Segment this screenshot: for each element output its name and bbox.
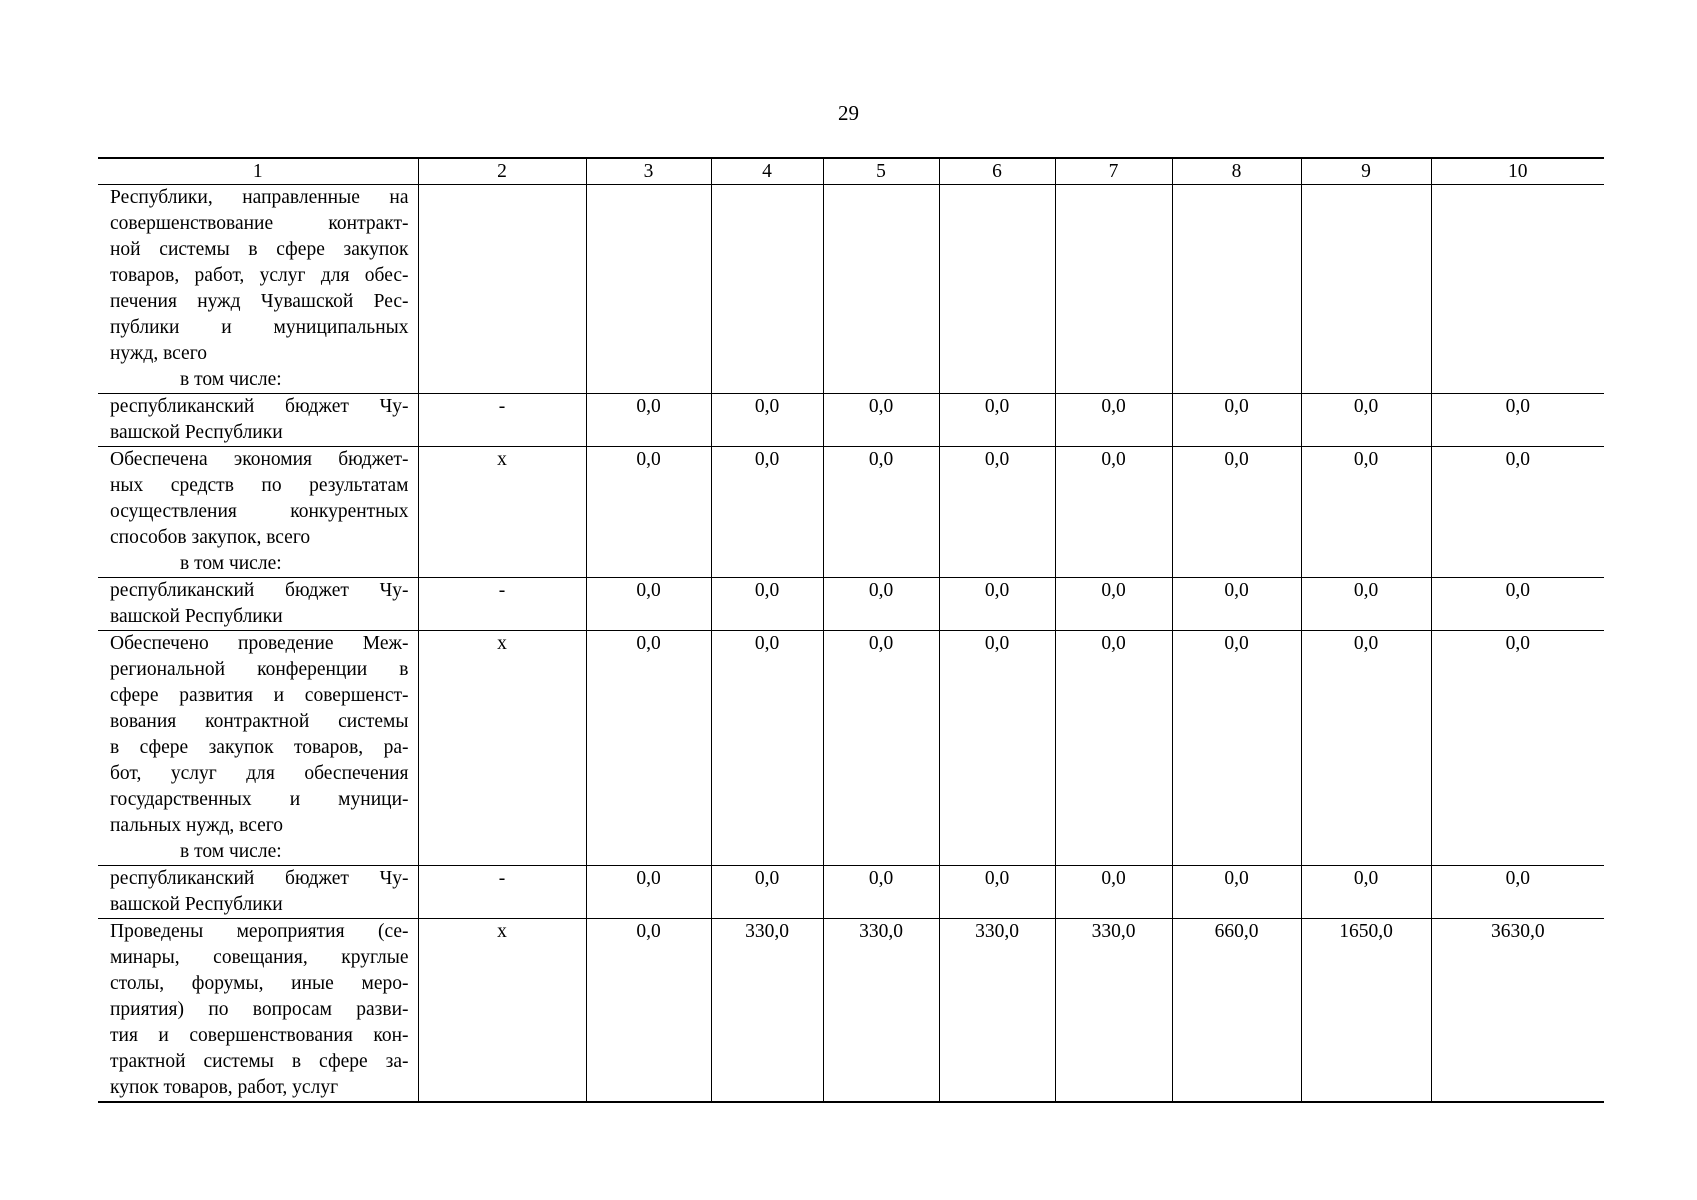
value-cell-col-6: 0,0 (939, 866, 1055, 919)
row-label-line: вашской Республики (110, 422, 283, 443)
row-sublabel: в том числе: (180, 841, 282, 862)
row-label-line: ных средств по результатам (110, 475, 409, 496)
column-number-9: 9 (1301, 158, 1431, 185)
row-label-line: вования контрактной системы (110, 711, 409, 732)
value-cell-col-10: 0,0 (1431, 578, 1604, 631)
value-cell-col-10: 0,0 (1431, 394, 1604, 447)
row-label-line: совершенствование контракт- (110, 213, 409, 234)
value-cell-col-5: 0,0 (823, 866, 939, 919)
row-label-line: Республики, направленные на (110, 187, 409, 208)
value-cell-col-3: 0,0 (586, 394, 711, 447)
value-cell-col-3: 0,0 (586, 866, 711, 919)
value-cell-col-5: 330,0 (823, 919, 939, 1103)
row-label-line: публики и муниципальных (110, 317, 409, 338)
value-cell-col-2: - (418, 394, 586, 447)
value-cell-col-7: 330,0 (1055, 919, 1172, 1103)
row-label-line: столы, форумы, иные меро- (110, 973, 409, 994)
table-row (98, 185, 1604, 394)
value-cell-col-10: 3630,0 (1431, 919, 1604, 1103)
value-cell-col-7: 0,0 (1055, 866, 1172, 919)
value-cell-col-8: 0,0 (1172, 394, 1301, 447)
row-label-line: сфере развития и совершенст- (110, 685, 409, 706)
value-cell-col-7 (1055, 185, 1172, 394)
value-cell-col-3: 0,0 (586, 578, 711, 631)
row-label-line: приятия) по вопросам разви- (110, 999, 409, 1020)
value-cell-col-9: 1650,0 (1301, 919, 1431, 1103)
row-label-line: государственных и муници- (110, 789, 409, 810)
value-cell-col-2: x (418, 631, 586, 866)
row-label-line: способов закупок, всего (110, 527, 311, 548)
value-cell-col-4: 0,0 (711, 631, 823, 866)
value-cell-col-5: 0,0 (823, 631, 939, 866)
value-cell-col-3: 0,0 (586, 631, 711, 866)
row-label-line: региональной конференции в (110, 659, 409, 680)
data-table (98, 157, 1604, 1103)
row-label-line: Обеспечено проведение Меж- (110, 633, 409, 654)
value-cell-col-2 (418, 185, 586, 394)
value-cell-col-10: 0,0 (1431, 447, 1604, 578)
row-label-line: республиканский бюджет Чу- (110, 580, 409, 601)
row-label-line: вашской Республики (110, 606, 283, 627)
row-label-line: трактной системы в сфере за- (110, 1051, 409, 1072)
value-cell-col-3: 0,0 (586, 447, 711, 578)
row-label-line: республиканский бюджет Чу- (110, 868, 409, 889)
value-cell-col-8: 0,0 (1172, 866, 1301, 919)
table-row (98, 631, 1604, 866)
table-row (98, 578, 1604, 631)
value-cell-col-4: 0,0 (711, 394, 823, 447)
column-number-8: 8 (1172, 158, 1301, 185)
row-label-line: вашской Республики (110, 894, 283, 915)
row-label-line: бот, услуг для обеспечения (110, 763, 409, 784)
value-cell-col-9: 0,0 (1301, 866, 1431, 919)
value-cell-col-3: 0,0 (586, 919, 711, 1103)
row-label-line: тия и совершенствования кон- (110, 1025, 409, 1046)
row-label (98, 394, 418, 447)
value-cell-col-5 (823, 185, 939, 394)
value-cell-col-9: 0,0 (1301, 447, 1431, 578)
row-label-line: пальных нужд, всего (110, 815, 284, 836)
column-number-7: 7 (1055, 158, 1172, 185)
value-cell-col-8: 660,0 (1172, 919, 1301, 1103)
value-cell-col-6: 0,0 (939, 447, 1055, 578)
column-number-row (98, 158, 1604, 185)
value-cell-col-2: - (418, 866, 586, 919)
value-cell-col-9: 0,0 (1301, 394, 1431, 447)
value-cell-col-5: 0,0 (823, 394, 939, 447)
value-cell-col-7: 0,0 (1055, 631, 1172, 866)
value-cell-col-10 (1431, 185, 1604, 394)
value-cell-col-2: - (418, 578, 586, 631)
row-label-line: товаров, работ, услуг для обес- (110, 265, 409, 286)
page-number: 29 (838, 101, 859, 125)
value-cell-col-5: 0,0 (823, 447, 939, 578)
table-row (98, 866, 1604, 919)
row-label-line: Обеспечена экономия бюджет- (110, 449, 409, 470)
column-number-5: 5 (823, 158, 939, 185)
row-label-line: печения нужд Чувашской Рес- (110, 291, 409, 312)
value-cell-col-8 (1172, 185, 1301, 394)
value-cell-col-9: 0,0 (1301, 578, 1431, 631)
row-label (98, 185, 418, 394)
value-cell-col-6: 330,0 (939, 919, 1055, 1103)
value-cell-col-7: 0,0 (1055, 394, 1172, 447)
value-cell-col-2: x (418, 919, 586, 1103)
table-row (98, 394, 1604, 447)
value-cell-col-7: 0,0 (1055, 578, 1172, 631)
row-label-line: минары, совещания, круглые (110, 947, 409, 968)
row-label (98, 919, 418, 1103)
value-cell-col-8: 0,0 (1172, 447, 1301, 578)
value-cell-col-8: 0,0 (1172, 631, 1301, 866)
value-cell-col-9 (1301, 185, 1431, 394)
value-cell-col-6: 0,0 (939, 631, 1055, 866)
row-label-line: купок товаров, работ, услуг (110, 1077, 339, 1098)
value-cell-col-6: 0,0 (939, 578, 1055, 631)
column-number-6: 6 (939, 158, 1055, 185)
row-label (98, 578, 418, 631)
row-label-line: осуществления конкурентных (110, 501, 409, 522)
value-cell-col-5: 0,0 (823, 578, 939, 631)
row-label-line: ной системы в сфере закупок (110, 239, 409, 260)
table-row (98, 919, 1604, 1103)
row-label-line: Проведены мероприятия (се- (110, 921, 409, 942)
value-cell-col-9: 0,0 (1301, 631, 1431, 866)
value-cell-col-4: 0,0 (711, 578, 823, 631)
value-cell-col-2: x (418, 447, 586, 578)
value-cell-col-10: 0,0 (1431, 866, 1604, 919)
column-number-10: 10 (1431, 158, 1604, 185)
row-label (98, 631, 418, 866)
value-cell-col-4: 0,0 (711, 866, 823, 919)
column-number-1: 1 (98, 158, 418, 185)
row-sublabel: в том числе: (180, 553, 282, 574)
column-number-2: 2 (418, 158, 586, 185)
column-number-4: 4 (711, 158, 823, 185)
value-cell-col-6 (939, 185, 1055, 394)
value-cell-col-8: 0,0 (1172, 578, 1301, 631)
row-label (98, 866, 418, 919)
row-label-line: в сфере закупок товаров, ра- (110, 737, 409, 758)
table-row (98, 447, 1604, 578)
value-cell-col-3 (586, 185, 711, 394)
value-cell-col-4: 330,0 (711, 919, 823, 1103)
value-cell-col-4: 0,0 (711, 447, 823, 578)
value-cell-col-7: 0,0 (1055, 447, 1172, 578)
row-label (98, 447, 418, 578)
row-label-line: нужд, всего (110, 343, 207, 364)
value-cell-col-10: 0,0 (1431, 631, 1604, 866)
column-number-3: 3 (586, 158, 711, 185)
row-label-line: республиканский бюджет Чу- (110, 396, 409, 417)
value-cell-col-4 (711, 185, 823, 394)
row-sublabel: в том числе: (180, 369, 282, 390)
value-cell-col-6: 0,0 (939, 394, 1055, 447)
